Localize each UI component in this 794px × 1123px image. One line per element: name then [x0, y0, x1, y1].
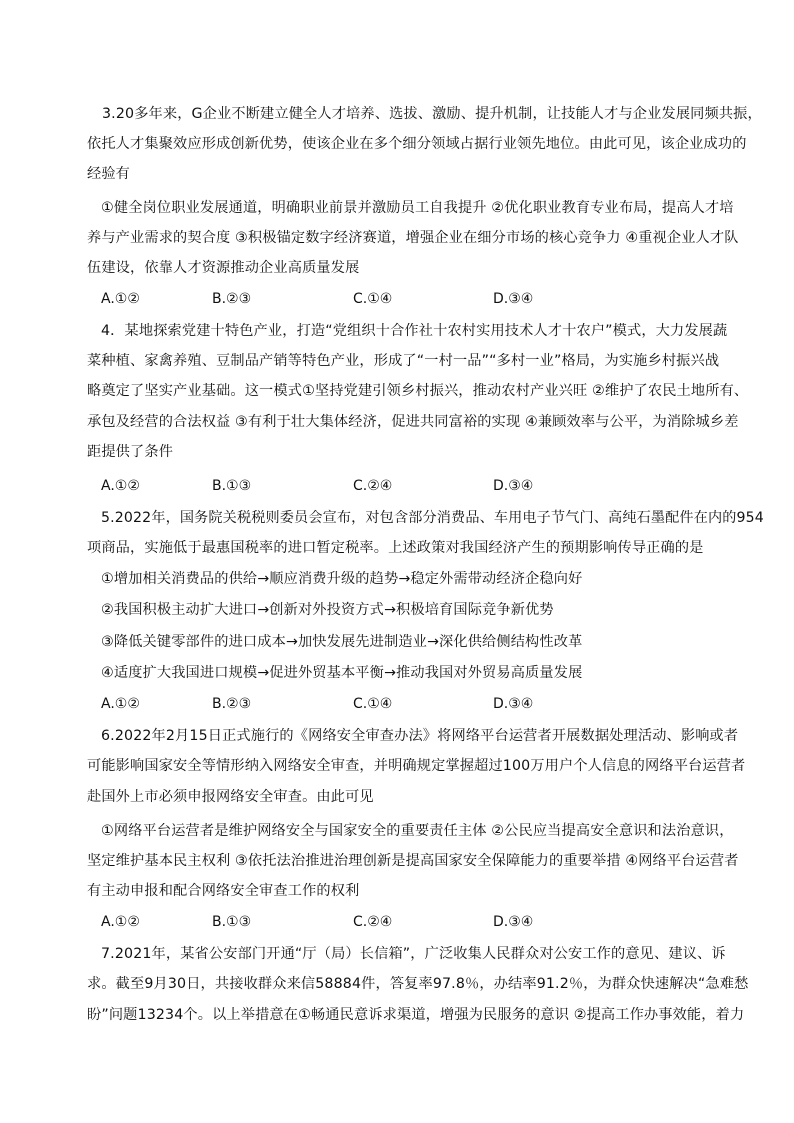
question-stem-line: 7.2021年，某省公安部门开通“厅（局）长信箱”，广泛收集人民群众对公安工作的意见、建议、诉: [101, 946, 726, 962]
statement-line: ①网络平台运营者是维护网络安全与国家安全的重要责任主体 ②公民应当提高安全意识和法治意识，: [101, 823, 734, 839]
question-stem-line: 赴国外上市必须申报网络安全审查。由此可见: [87, 789, 374, 805]
statement-line: 有主动申报和配合网络安全审查工作的权利: [87, 883, 360, 899]
question-stem-line: 可能影响国家安全等情形纳入网络安全审查，并明确规定掌握超过100万用户个人信息的网络平台运营者: [87, 758, 746, 774]
option-c[interactable]: C.②④: [353, 478, 393, 494]
statement-line: 伍建设，依靠人才资源推动企业高质量发展: [87, 260, 360, 276]
option-d[interactable]: D.③④: [493, 291, 534, 307]
question-stem-line: 略奠定了坚实产业基础。这一模式①坚持党建引领乡村振兴，推动农村产业兴旺 ②维护了农民土地所有、: [87, 383, 749, 399]
option-c[interactable]: C.②④: [353, 914, 393, 930]
statement-line: ②我国积极主动扩大进口→创新对外投资方式→积极培育国际竞争新优势: [101, 602, 554, 618]
option-b[interactable]: B.②③: [212, 696, 252, 712]
option-d[interactable]: D.③④: [493, 914, 534, 930]
question-stem-line: 6.2022年2月15日正式施行的《网络安全审查办法》将网络平台运营者开展数据处理活动、影响或者: [101, 728, 739, 744]
statement-line: ④适度扩大我国进口规模→促进外贸基本平衡→推动我国对外贸易高质量发展: [101, 665, 583, 681]
option-b[interactable]: B.①③: [212, 478, 252, 494]
option-b[interactable]: B.①③: [212, 914, 252, 930]
option-c[interactable]: C.①④: [353, 696, 393, 712]
option-a[interactable]: A.①②: [101, 478, 140, 494]
statement-line: 养与产业需求的契合度 ③积极锚定数字经济赛道，增强企业在细分市场的核心竞争力 ④重视企业人才队: [87, 230, 739, 246]
question-stem-line: 求。截至9月30日，共接收群众来信58884件，答复率97.8％，办结率91.2％，为群众快速解决“急难愁: [87, 976, 749, 992]
option-a[interactable]: A.①②: [101, 291, 140, 307]
option-b[interactable]: B.②③: [212, 291, 252, 307]
question-stem-line: 3.20多年来，G企业不断建立健全人才培养、选拔、激励、提升机制，让技能人才与企业发展同频共振，: [102, 106, 762, 122]
statement-line: ①健全岗位职业发展通道，明确职业前景并激励员工自我提升 ②优化职业教育专业布局，提高人才培: [101, 200, 734, 216]
question-stem-line: 盼”问题13234个。以上举措意在①畅通民意诉求渠道，增强为民服务的意识 ②提高工作办事效能，着力: [87, 1007, 745, 1023]
question-stem-line: 5.2022年，国务院关税税则委员会宣布，对包含部分消费品、车用电子节气门、高纯石墨配件在内的954: [101, 510, 764, 526]
option-c[interactable]: C.①④: [353, 291, 393, 307]
option-a[interactable]: A.①②: [101, 914, 140, 930]
question-stem-line: 4．某地探索党建十特色产业，打造“党组织十合作社十农村实用技术人才十农户”模式，大力发展蔬: [101, 323, 728, 339]
option-d[interactable]: D.③④: [493, 478, 534, 494]
question-stem-line: 距提供了条件: [87, 444, 174, 460]
statement-line: ①增加相关消费品的供给→顺应消费升级的趋势→稳定外需带动经济企稳向好: [101, 571, 583, 587]
question-stem-line: 菜种植、家禽养殖、豆制品产销等特色产业，形成了“一村一品”“多村一业”格局，为实施乡村振兴战: [87, 353, 720, 369]
question-stem-line: 依托人才集聚效应形成创新优势，使该企业在多个细分领域占据行业领先地位。由此可见，该企业成功的: [87, 136, 747, 152]
question-stem-line: 承包及经营的合法权益 ③有利于壮大集体经济，促进共同富裕的实现 ④兼顾效率与公平，为消除城乡差: [87, 414, 739, 430]
option-a[interactable]: A.①②: [101, 696, 140, 712]
statement-line: ③降低关键零部件的进口成本→加快发展先进制造业→深化供给侧结构性改革: [101, 634, 583, 650]
statement-line: 坚定维护基本民主权利 ③依托法治推进治理创新是提高国家安全保障能力的重要举措 ④网络平台运营者: [87, 853, 739, 869]
option-d[interactable]: D.③④: [493, 696, 534, 712]
question-stem-line: 经验有: [87, 166, 131, 182]
question-stem-line: 项商品，实施低于最惠国税率的进口暂定税率。上述政策对我国经济产生的预期影响传导正确的是: [87, 540, 704, 556]
